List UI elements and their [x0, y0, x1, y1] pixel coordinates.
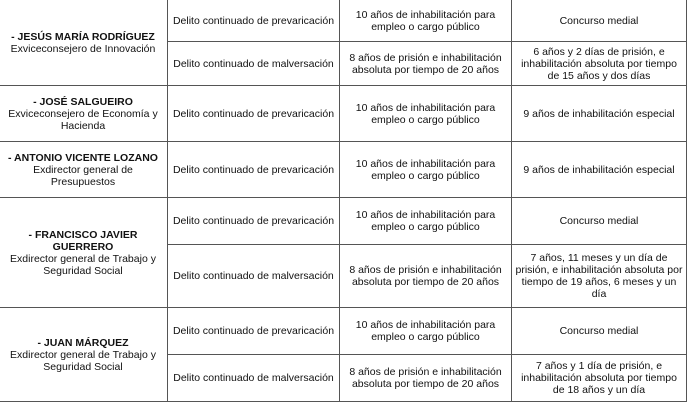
table-row: [0, 198, 687, 245]
outcome-cell: 9 años de inhabilitación especial: [512, 86, 687, 142]
request-cell: 10 años de inhabilitación para empleo o cargo público: [340, 0, 512, 42]
request-cell: 8 años de prisión e inhabilitación absoluta por tiempo de 20 años: [340, 355, 512, 402]
table-row: [0, 86, 687, 142]
person-role: Exdirector general de Trabajo y Seguridad Social: [10, 348, 156, 373]
outcome-cell: 7 años, 11 meses y un día de prisión, e inhabilitación absoluta por tiempo de 19 años, 6 meses y un día: [512, 245, 687, 308]
request-cell: 10 años de inhabilitación para empleo o cargo público: [340, 308, 512, 355]
table-row: [0, 142, 687, 198]
crime-cell: Delito continuado de prevaricación: [168, 86, 340, 142]
request-cell: 10 años de inhabilitación para empleo o cargo público: [340, 86, 512, 142]
person-name: - FRANCISCO JAVIER GUERRERO: [28, 228, 138, 253]
outcome-cell: 9 años de inhabilitación especial: [512, 142, 687, 198]
person-cell: [0, 0, 168, 86]
person-cell: [0, 86, 168, 142]
crime-cell: Delito continuado de malversación: [168, 355, 340, 402]
request-cell: 8 años de prisión e inhabilitación absoluta por tiempo de 20 años: [340, 42, 512, 86]
person-name: - ANTONIO VICENTE LOZANO: [8, 151, 158, 164]
crime-cell: Delito continuado de prevaricación: [168, 308, 340, 355]
person-cell: [0, 198, 168, 308]
person-role: Exdirector general de Trabajo y Seguridad Social: [10, 252, 156, 277]
person-role: Exviceconsejero de Innovación: [10, 42, 156, 55]
person-name: - JESÚS MARÍA RODRÍGUEZ: [11, 30, 155, 43]
outcome-cell: Concurso medial: [512, 198, 687, 245]
outcome-cell: Concurso medial: [512, 308, 687, 355]
outcome-cell: 7 años y 1 día de prisión, e inhabilitación absoluta por tiempo de 18 años y un día: [512, 355, 687, 402]
crime-cell: Delito continuado de prevaricación: [168, 142, 340, 198]
request-cell: 10 años de inhabilitación para empleo o cargo público: [340, 142, 512, 198]
crime-cell: Delito continuado de prevaricación: [168, 0, 340, 42]
crime-cell: Delito continuado de prevaricación: [168, 198, 340, 245]
crime-cell: Delito continuado de malversación: [168, 42, 340, 86]
request-cell: 10 años de inhabilitación para empleo o cargo público: [340, 198, 512, 245]
person-role: Exviceconsejero de Economía y Hacienda: [8, 107, 158, 132]
person-cell: [0, 142, 168, 198]
request-cell: 8 años de prisión e inhabilitación absoluta por tiempo de 20 años: [340, 245, 512, 308]
table-row: [0, 0, 687, 42]
person-cell: [0, 308, 168, 402]
person-role: Exdirector general de Presupuestos: [33, 163, 133, 188]
person-name: - JUAN MÁRQUEZ: [37, 336, 129, 349]
outcome-cell: 6 años y 2 días de prisión, e inhabilitación absoluta por tiempo de 15 años y dos días: [512, 42, 687, 86]
crime-cell: Delito continuado de malversación: [168, 245, 340, 308]
person-name: - JOSÉ SALGUEIRO: [33, 95, 133, 108]
outcome-cell: Concurso medial: [512, 0, 687, 42]
table-row: [0, 308, 687, 355]
